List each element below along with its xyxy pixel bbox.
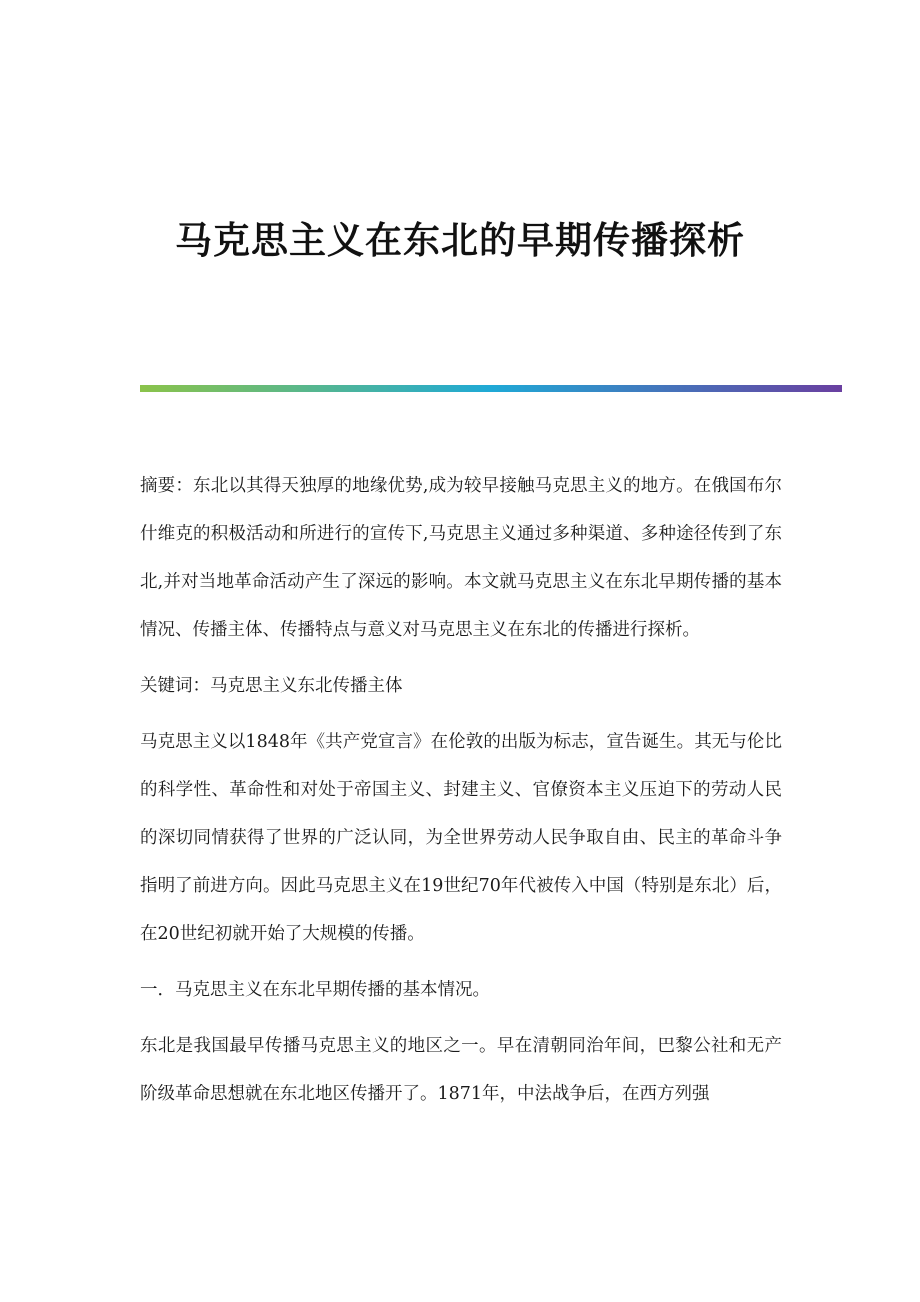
abstract-paragraph: 摘要：东北以其得天独厚的地缘优势,成为较早接触马克思主义的地方。在俄国布尔什维克的积极活动和所进行的宣传下,马克思主义通过多种渠道、多种途径传到了东北,并对当地革命活动产生了深远的影响。本文就马克思主义在东北早期传播的基本情况、传播主体、传播特点与意义对马克思主义在东北的传播进行探析。 [140, 476, 782, 640]
body-paragraph: 东北是我国最早传播马克思主义的地区之一。早在清朝同治年间，巴黎公社和无产阶级革命思想就在东北地区传播开了。1871年，中法战争后，在西方列强 [140, 1036, 782, 1104]
keywords-paragraph: 关键词：马克思主义东北传播主体 [140, 676, 403, 696]
document-body [140, 462, 782, 1126]
section-heading: 一．马克思主义在东北早期传播的基本情况。 [140, 980, 490, 1000]
page-title: 马克思主义在东北的早期传播探析 [175, 218, 745, 262]
body-paragraph: 马克思主义以1848年《共产党宣言》在伦敦的出版为标志，宣告诞生。其无与伦比的科学性、革命性和对处于帝国主义、封建主义、官僚资本主义压迫下的劳动人民的深切同情获得了世界的广泛认同，为全世界劳动人民争取自由、民主的革命斗争指明了前进方向。因此马克思主义在19世纪70年代被传入中国（特别是东北）后，在20世纪初就开始了大规模的传播。 [140, 732, 782, 944]
title-divider [140, 385, 842, 392]
